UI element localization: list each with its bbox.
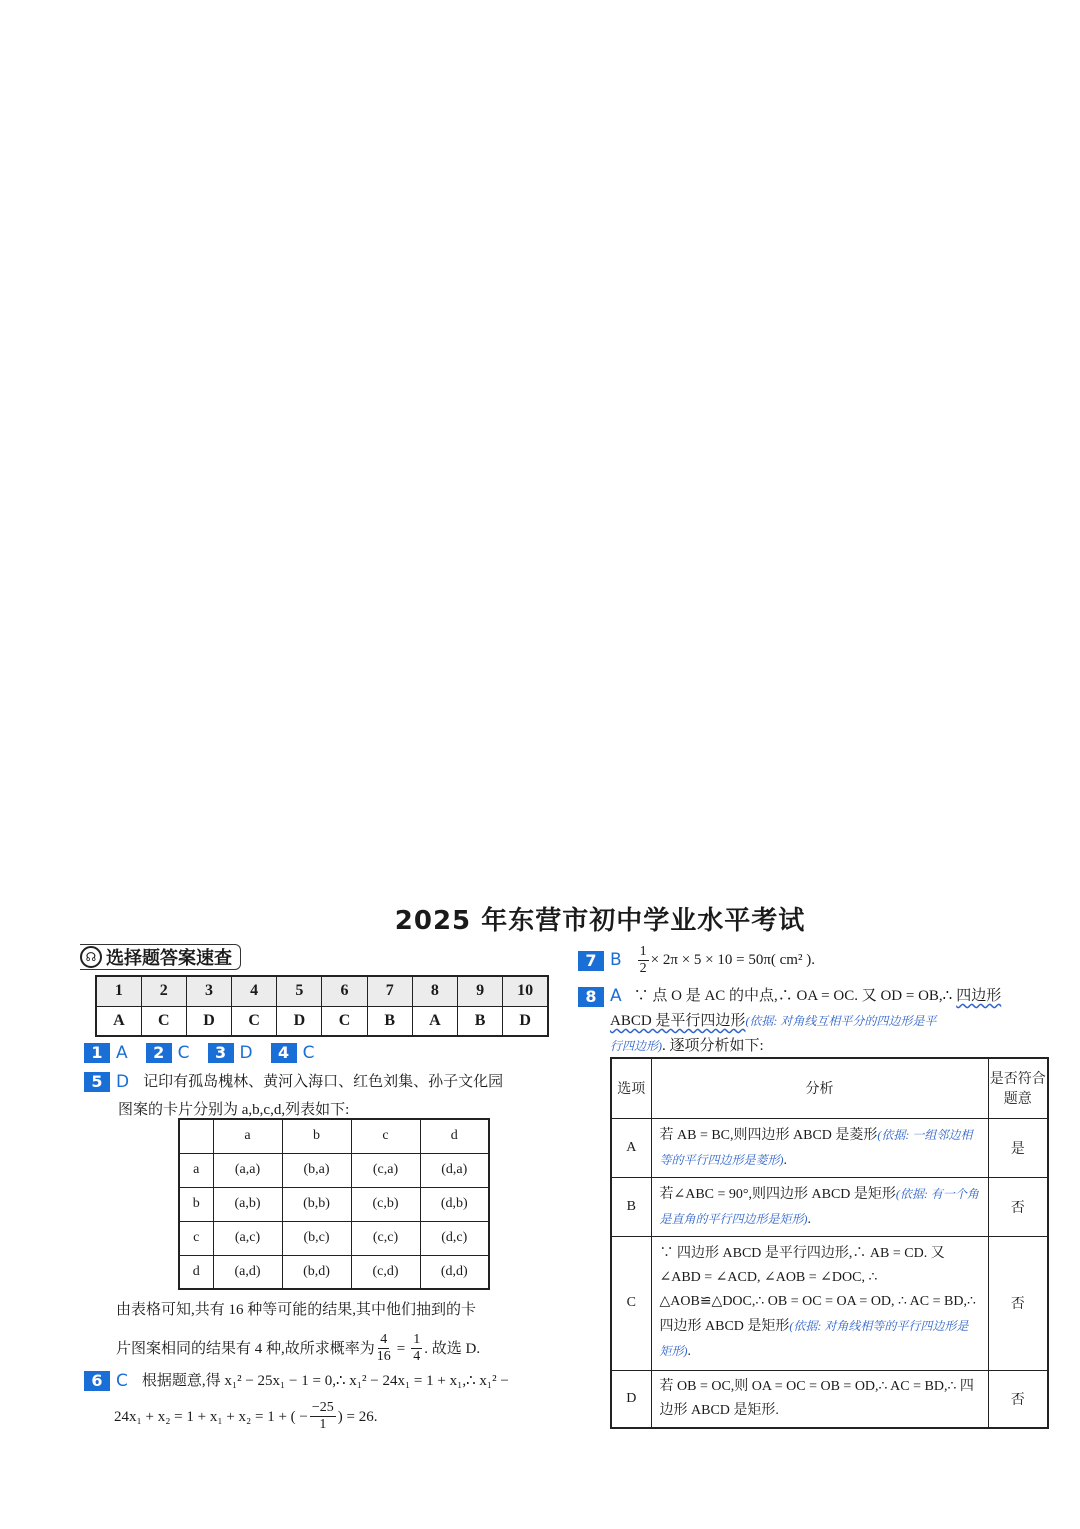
analysis-text: 若 AB = BC,则四边形 ABCD 是菱形 <box>659 1127 878 1143</box>
answer-number-cell: 3 <box>186 976 231 1006</box>
table-row <box>611 1236 1048 1370</box>
answer-number-cell: 7 <box>367 976 412 1006</box>
answer-number-cell: 2 <box>141 976 186 1006</box>
table-cell: (d,a) <box>420 1153 489 1187</box>
analysis-text: . <box>807 1211 811 1227</box>
table-header-row <box>179 1119 489 1153</box>
answer-value-cell: A <box>412 1006 457 1036</box>
answer-number-cell: 4 <box>232 976 277 1006</box>
question-answer: A <box>116 1043 128 1063</box>
analysis-text: . <box>783 1152 787 1168</box>
table-cell: (a,a) <box>213 1153 282 1187</box>
analysis-table <box>610 1057 1049 1429</box>
question-number-badge: 5 <box>84 1072 110 1092</box>
analysis-cell <box>651 1177 988 1236</box>
question-text: × 2π × 5 × 10 = 50π( cm² ). <box>650 952 815 968</box>
table-cell: (a,b) <box>213 1187 282 1221</box>
table-cell: (a,d) <box>213 1255 282 1289</box>
highlighted-text: ABCD 是平行四边形 <box>610 1013 746 1029</box>
fraction: $\frac{1}{4}$ <box>413 1332 421 1364</box>
table-row <box>179 1221 489 1255</box>
question-text: . 逐项分析如下: <box>662 1038 764 1054</box>
answer-number-cell: 9 <box>458 976 503 1006</box>
question-text: ) = 26. <box>337 1408 378 1425</box>
table-cell: (b,a) <box>282 1153 351 1187</box>
column-header: a <box>213 1119 282 1153</box>
table-cell: (c,a) <box>351 1153 420 1187</box>
column-header: d <box>420 1119 489 1153</box>
basis-note: (依据: 一组邻边相等的平行四边形是菱形) <box>659 1127 973 1167</box>
question-number-badge: 3 <box>208 1043 234 1063</box>
table-cell: (d,c) <box>420 1221 489 1255</box>
quick-answers <box>84 1043 332 1063</box>
table-row <box>179 1255 489 1289</box>
answer-value-cell: C <box>232 1006 277 1036</box>
answer-key-table <box>95 975 549 1037</box>
outcome-table <box>178 1118 490 1290</box>
table-cell: (d,d) <box>420 1255 489 1289</box>
question-answer: A <box>610 986 622 1006</box>
highlighted-text: 四边形 <box>956 988 1002 1004</box>
table-cell: a <box>179 1153 213 1187</box>
result-cell: 否 <box>988 1236 1048 1370</box>
headphone-icon: ☊ <box>80 946 102 968</box>
question-answer: C <box>177 1043 190 1063</box>
option-cell: D <box>611 1370 651 1428</box>
answer-value-cell: A <box>96 1006 141 1036</box>
table-cell: b <box>179 1187 213 1221</box>
question-text: 24x₁ + x₂ = 1 + x₁ + x₂ = 1 + ( − <box>114 1408 308 1425</box>
analysis-cell <box>651 1118 988 1177</box>
analysis-text: ∵ 四边形 ABCD 是平行四边形,∴ AB = CD. 又 ∠ABD = ∠ACD, ∠AOB = ∠DOC, ∴ △AOB≌△DOC,∴ OB = OC = OA = OD, ∴ AC = BD,∴ 四边形 ABCD 是矩形 <box>659 1246 976 1334</box>
basis-note: (依据: 对角线相等的平行四边形是矩形) <box>659 1319 969 1358</box>
table-cell: (c,d) <box>351 1255 420 1289</box>
question-answer: D <box>116 1072 130 1092</box>
fraction: $\frac{4}{16}$ <box>376 1332 391 1364</box>
answer-number-cell: 10 <box>503 976 548 1006</box>
question-number-badge: 4 <box>271 1043 297 1063</box>
answer-value-cell: D <box>186 1006 231 1036</box>
question-number-badge: 2 <box>146 1043 172 1063</box>
question-number-badge: 7 <box>578 951 604 971</box>
question-text: 记印有孤岛槐林、黄河入海口、红色刘集、孙子文化园 <box>143 1074 504 1090</box>
answer-number-cell: 5 <box>277 976 322 1006</box>
table-row <box>179 1187 489 1221</box>
analysis-text: 若 OB = OC,则 OA = OC = OB = OD,∴ AC = BD,∴ 四边形 ABCD 是矩形. <box>659 1378 974 1418</box>
question-text: 根据题意,得 x₁² − 25x₁ − 1 = 0,∴ x₁² − 24x₁ = 1 + x₁,∴ x₁² − <box>141 1373 509 1389</box>
section-header <box>80 944 241 970</box>
question-7 <box>578 944 1058 977</box>
option-cell: B <box>611 1177 651 1236</box>
question-5-conclusion: 由表格可知,共有 16 种等可能的结果,其中他们抽到的卡 片图案相同的结果有 4 种,故所求概率为 $\frac{4}{16}$ = $\frac{1}{4}$ . 故选 D. <box>116 1294 556 1365</box>
answer-number-cell: 1 <box>96 976 141 1006</box>
table-cell: (c,b) <box>351 1187 420 1221</box>
table-row <box>611 1118 1048 1177</box>
question-6 <box>84 1366 554 1433</box>
table-row <box>611 1177 1048 1236</box>
question-answer: B <box>610 950 622 970</box>
answer-value-cell: B <box>367 1006 412 1036</box>
conclusion-text: . 故选 D. <box>424 1340 481 1357</box>
fraction: $\frac{1}{2}$ <box>639 944 647 976</box>
answer-number-cell: 8 <box>412 976 457 1006</box>
answer-value-row <box>96 1006 548 1036</box>
basis-note: (依据: 对角线互相平分的四边形是平 <box>745 1014 937 1028</box>
analysis-text: 若∠ABC = 90°,则四边形 ABCD 是矩形 <box>659 1186 896 1202</box>
table-row <box>179 1153 489 1187</box>
question-answer: C <box>116 1371 128 1391</box>
question-answer: C <box>302 1043 315 1063</box>
conclusion-text: 片图案相同的结果有 4 种,故所求概率为 <box>116 1340 375 1357</box>
question-8 <box>578 984 1053 1059</box>
question-5 <box>84 1068 554 1124</box>
basis-note: 行四边形) <box>610 1039 662 1053</box>
question-number-badge: 6 <box>84 1371 110 1391</box>
table-cell: (d,b) <box>420 1187 489 1221</box>
analysis-cell <box>651 1236 988 1370</box>
question-text: 图案的卡片分别为 a,b,c,d,列表如下: <box>118 1102 350 1118</box>
answer-value-cell: C <box>141 1006 186 1036</box>
column-header: 是否符合题意 <box>988 1058 1048 1118</box>
table-cell: (b,b) <box>282 1187 351 1221</box>
section-title: 选择题答案速查 <box>106 948 232 969</box>
answer-number-cell: 6 <box>322 976 367 1006</box>
question-number-badge: 8 <box>578 987 604 1007</box>
result-cell: 是 <box>988 1118 1048 1177</box>
table-cell: (b,c) <box>282 1221 351 1255</box>
answer-value-cell: D <box>277 1006 322 1036</box>
conclusion-text: 由表格可知,共有 16 种等可能的结果,其中他们抽到的卡 <box>116 1302 477 1318</box>
column-header: c <box>351 1119 420 1153</box>
fraction: $\frac{-25}{1}$ <box>311 1400 334 1432</box>
answer-value-cell: B <box>458 1006 503 1036</box>
table-cell: d <box>179 1255 213 1289</box>
question-text: ∵ 点 O 是 AC 的中点,∴ OA = OC. 又 OD = OB,∴ <box>633 988 953 1004</box>
question-answer: D <box>239 1043 253 1063</box>
answer-number-row <box>96 976 548 1006</box>
basis-note: (依据: 有一个角是直角的平行四边形是矩形) <box>659 1186 979 1226</box>
table-row <box>611 1370 1048 1428</box>
option-cell: C <box>611 1236 651 1370</box>
column-header: b <box>282 1119 351 1153</box>
option-cell: A <box>611 1118 651 1177</box>
question-number-badge: 1 <box>84 1043 110 1063</box>
page-title: 2025 年东营市初中学业水平考试 <box>394 906 806 936</box>
table-header-row <box>611 1058 1048 1118</box>
result-cell: 否 <box>988 1177 1048 1236</box>
analysis-text: . <box>687 1344 691 1359</box>
analysis-cell <box>651 1370 988 1428</box>
column-header <box>179 1119 213 1153</box>
table-cell: (c,c) <box>351 1221 420 1255</box>
result-cell: 否 <box>988 1370 1048 1428</box>
answer-value-cell: C <box>322 1006 367 1036</box>
answer-value-cell: D <box>503 1006 548 1036</box>
column-header: 选项 <box>611 1058 651 1118</box>
column-header: 分析 <box>651 1058 988 1118</box>
table-cell: (b,d) <box>282 1255 351 1289</box>
table-cell: (a,c) <box>213 1221 282 1255</box>
table-cell: c <box>179 1221 213 1255</box>
